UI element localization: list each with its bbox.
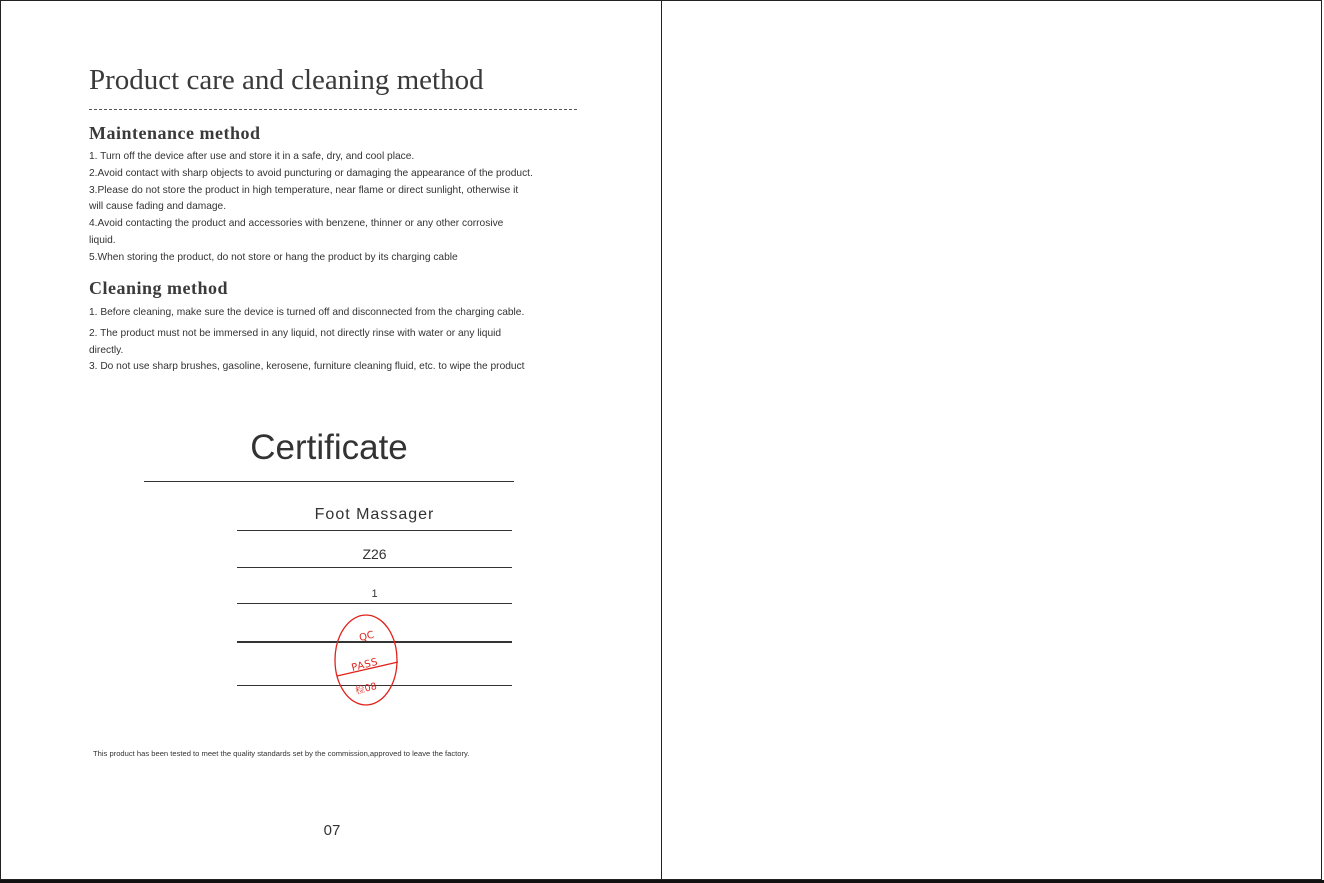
page-number: 07 bbox=[323, 822, 341, 839]
cleaning-item-3: 3. Do not use sharp brushes, gasoline, kerosene, furniture cleaning fluid, etc. to wipe the product bbox=[89, 361, 525, 373]
maintenance-item-5: 5.When storing the product, do not store or hang the product by its charging cable bbox=[89, 251, 458, 263]
maintenance-item-2: 2.Avoid contact with sharp objects to avoid puncturing or damaging the appearance of the product. bbox=[89, 167, 533, 179]
maintenance-item-4: 4.Avoid contacting the product and accessories with benzene, thinner or any other corrosive liquid. bbox=[89, 218, 504, 246]
product-name-value: Foot Massager bbox=[314, 506, 435, 523]
certificate-note: This product has been tested to meet the quality standards set by the commission,approved to leave the factory. bbox=[93, 749, 470, 758]
product-model-line bbox=[237, 567, 512, 568]
maintenance-heading: Maintenance method bbox=[89, 123, 261, 143]
right-page bbox=[662, 0, 1322, 880]
certificate-title-rule bbox=[144, 481, 514, 482]
stamp-middle-text: PASS bbox=[350, 656, 380, 674]
page-title: Product care and cleaning method bbox=[89, 64, 484, 96]
maintenance-list bbox=[89, 149, 629, 267]
product-name-line bbox=[237, 530, 512, 531]
product-model-value: Z26 bbox=[362, 546, 387, 562]
cleaning-item-1: 1. Before cleaning, make sure the device is turned off and disconnected from the charging cable. bbox=[89, 307, 525, 318]
maintenance-item-3: 3.Please do not store the product in high temperature, near flame or direct sunlight, otherwise it will cause fading and damage. bbox=[89, 184, 519, 213]
certificate-title: Certificate bbox=[250, 428, 408, 467]
stamp-top-text: QC bbox=[358, 629, 376, 645]
qc-pass-stamp bbox=[331, 612, 401, 708]
quantity-line bbox=[237, 603, 512, 604]
cleaning-item-2: 2. The product must not be immersed in any liquid, not directly rinse with water or any liquid directly. bbox=[89, 327, 502, 356]
quantity-value: 1 bbox=[371, 588, 378, 600]
title-dashed-divider bbox=[89, 109, 577, 110]
cleaning-list bbox=[89, 305, 629, 376]
stamp-bottom-text: 检08 bbox=[354, 681, 378, 697]
left-page bbox=[0, 0, 661, 880]
maintenance-item-1: 1. Turn off the device after use and store it in a safe, dry, and cool place. bbox=[89, 151, 415, 162]
cleaning-heading: Cleaning method bbox=[89, 278, 229, 298]
